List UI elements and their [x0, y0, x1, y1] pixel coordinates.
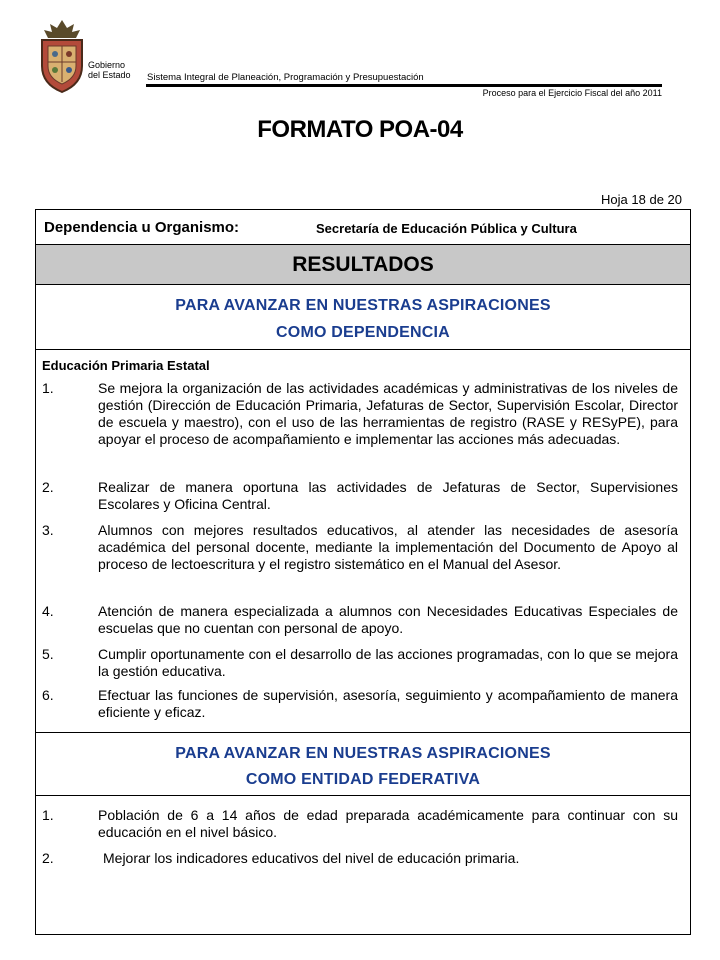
section1-subheading: Educación Primaria Estatal: [42, 358, 210, 373]
gov-line-1: Gobierno: [88, 60, 126, 70]
dependency-value: Secretaría de Educación Pública y Cultura: [316, 221, 577, 236]
section2-heading-line2: COMO ENTIDAD FEDERATIVA: [245, 771, 481, 788]
item-text: Se mejora la organización de las actividades académicas y administrativas de los niveles de gestión (Dirección de Educación Primaria, Jefaturas de Sector, Supervisión Escolar, Director de escuela y maestro), con el uso de las herramientas de registro (RASE y RESyPE), para apoyar el proceso de acompañamiento e implementar las acciones más adecuadas.: [98, 380, 678, 447]
state-coat-of-arms-icon: [36, 18, 88, 96]
item-number: 5.: [42, 646, 54, 662]
process-label: Proceso para el Ejercicio Fiscal del año 2011: [482, 88, 662, 98]
item-number: 1.: [42, 807, 54, 823]
item-number: 6.: [42, 687, 54, 703]
page-title: FORMATO POA-04: [257, 116, 463, 143]
section1-body: [36, 350, 690, 732]
page-number: Hoja 18 de 20: [601, 192, 682, 207]
item-number: 1.: [42, 380, 54, 396]
header-divider: [146, 84, 662, 87]
item-number: 2.: [42, 850, 54, 866]
item-text: Efectuar las funciones de supervisión, asesoría, seguimiento y acompañamiento de manera eficiente y eficaz.: [98, 687, 678, 720]
section1-heading-row: [36, 285, 690, 350]
item-number: 4.: [42, 603, 54, 619]
section2-body: [36, 796, 690, 936]
item-text: Atención de manera especializada a alumnos con Necesidades Educativas Especiales de escuelas que no cuentan con personal de apoyo.: [98, 603, 678, 636]
item-number: 3.: [42, 522, 54, 538]
section2-heading-line1: PARA AVANZAR EN NUESTRAS ASPIRACIONES: [175, 745, 551, 762]
item-text: Población de 6 a 14 años de edad preparada académicamente para continuar con su educación en el nivel básico.: [98, 807, 678, 840]
item-text: Mejorar los indicadores educativos del nivel de educación primaria.: [103, 850, 520, 866]
dependency-label: Dependencia u Organismo:: [44, 219, 240, 236]
item-text: Alumnos con mejores resultados educativos, al atender las necesidades de asesoría académica del personal docente, mediante la implementación del Documento de Apoyo al proceso de lectoescritura y el registro sistemático en el Manual del Asesor.: [98, 522, 678, 572]
results-header-row: [36, 245, 690, 285]
item-text: Cumplir oportunamente con el desarrollo de las acciones programadas, con lo que se mejora la gestión educativa.: [98, 646, 678, 679]
form-table: [35, 209, 691, 935]
section1-heading-line1: PARA AVANZAR EN NUESTRAS ASPIRACIONES: [175, 297, 551, 314]
results-title: RESULTADOS: [292, 253, 434, 276]
section1-heading-line2: COMO DEPENDENCIA: [276, 324, 450, 341]
item-text: Realizar de manera oportuna las actividades de Jefaturas de Sector, Supervisiones Escolares y Oficina Central.: [98, 479, 678, 512]
gov-line-2: del Estado: [88, 70, 131, 80]
item-number: 2.: [42, 479, 54, 495]
system-name: Sistema Integral de Planeación, Programación y Presupuestación: [147, 72, 424, 83]
section2-heading-row: [36, 732, 690, 796]
dependency-row: [36, 210, 690, 245]
